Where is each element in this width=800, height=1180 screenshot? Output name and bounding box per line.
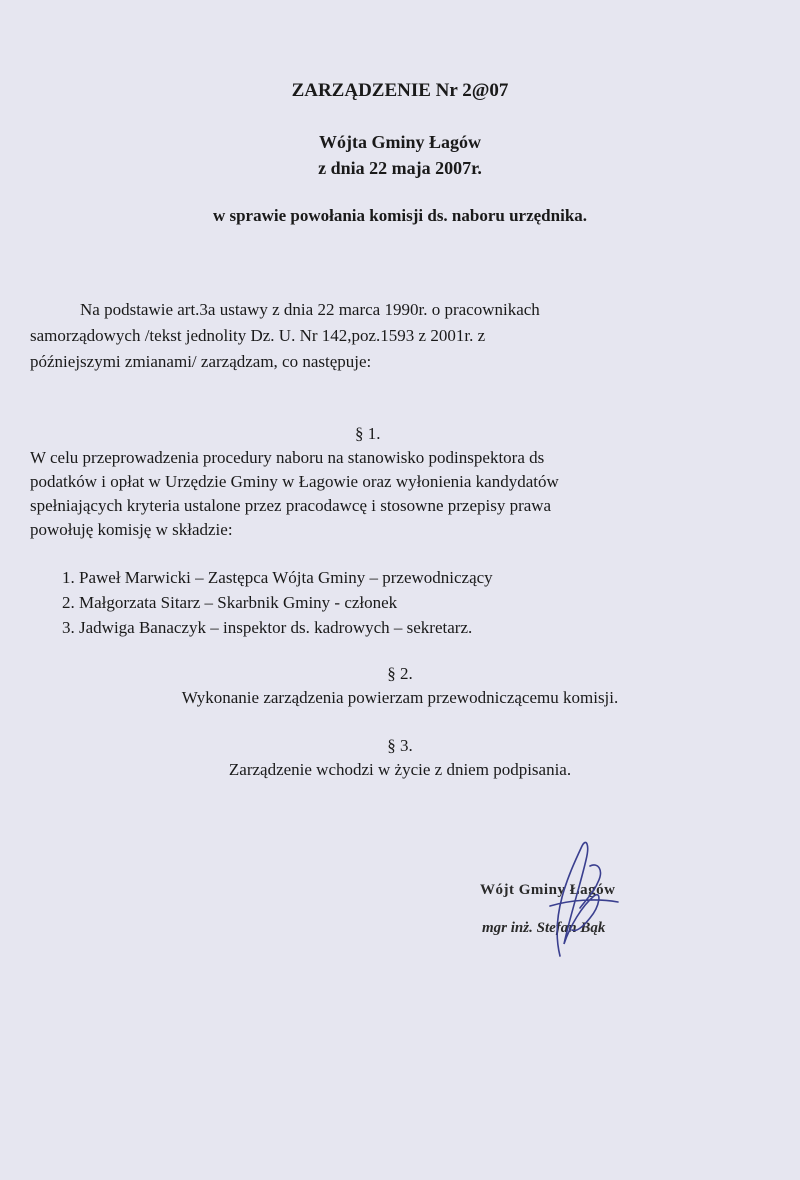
- section-2-heading: § 2.: [387, 664, 413, 683]
- member-item: 2. Małgorzata Sitarz – Skarbnik Gminy - członek: [62, 593, 398, 612]
- document-subject: w sprawie powołania komisji ds. naboru urzędnika.: [212, 206, 588, 225]
- section-1-line: podatków i opłat w Urzędzie Gminy w Łagowie oraz wyłonienia kandydatów: [30, 472, 559, 491]
- section-1-line: W celu przeprowadzenia procedury naboru na stanowisko podinspektora ds: [30, 448, 545, 467]
- section-1-heading: § 1.: [355, 424, 381, 443]
- preamble-line: samorządowych /tekst jednolity Dz. U. Nr 142,poz.1593 z 2001r. z: [30, 326, 486, 345]
- document-date: z dnia 22 maja 2007r.: [318, 158, 482, 178]
- stamp-title: Wójt Gminy Łagów: [480, 882, 616, 898]
- section-3-text: Zarządzenie wchodzi w życie z dniem podpisania.: [228, 760, 572, 779]
- section-2-text: Wykonanie zarządzenia powierzam przewodniczącemu komisji.: [181, 688, 619, 707]
- section-1-line: powołuję komisję w składzie:: [30, 520, 233, 539]
- document-title: ZARZĄDZENIE Nr 2@07: [291, 80, 509, 101]
- stamp-name: mgr inż. Stefan Bąk: [482, 920, 606, 936]
- handwritten-signature: [520, 836, 630, 966]
- member-item: 3. Jadwiga Banaczyk – inspektor ds. kadrowych – sekretarz.: [62, 618, 473, 637]
- preamble-line: Na podstawie art.3a ustawy z dnia 22 marca 1990r. o pracownikach: [80, 300, 540, 319]
- section-3-heading: § 3.: [387, 736, 413, 755]
- section-1-line: spełniających kryteria ustalone przez pracodawcę i stosowne przepisy prawa: [30, 496, 552, 515]
- preamble-line: późniejszymi zmianami/ zarządzam, co następuje:: [30, 352, 372, 371]
- issuer: Wójta Gminy Łagów: [319, 132, 481, 152]
- member-item: 1. Paweł Marwicki – Zastępca Wójta Gminy – przewodniczący: [62, 568, 493, 587]
